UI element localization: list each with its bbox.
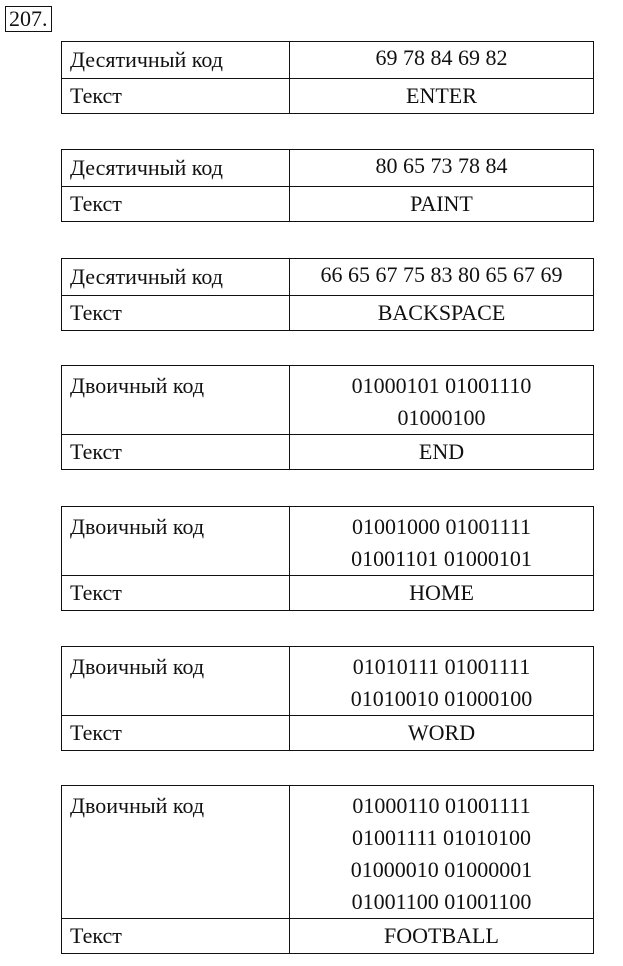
code-value	[290, 647, 594, 716]
code-label: Десятичный код	[62, 150, 290, 187]
code-line: 01000100	[397, 405, 486, 430]
text-label: Текст	[62, 576, 290, 611]
text-label: Текст	[62, 919, 290, 954]
code-line: 66 65 67 75 83 80 65 67 69	[320, 262, 563, 287]
text-value: END	[290, 435, 594, 470]
code-value	[290, 259, 594, 296]
code-line: 01010010 01000100	[350, 686, 533, 711]
text-label: Текст	[62, 716, 290, 751]
code-value	[290, 366, 594, 435]
text-value: PAINT	[290, 187, 594, 222]
text-label: Текст	[62, 296, 290, 331]
code-value	[290, 786, 594, 919]
code-value	[290, 507, 594, 576]
code-table-enter	[61, 41, 594, 114]
code-label: Двоичный код	[62, 786, 290, 919]
code-line: 01010111 01001111	[352, 654, 531, 679]
code-table-end	[61, 365, 594, 470]
code-table-football	[61, 785, 594, 954]
code-line: 01000110 01001111	[352, 793, 531, 818]
text-label: Текст	[62, 79, 290, 114]
code-line: 69 78 84 69 82	[375, 45, 508, 70]
code-value	[290, 42, 594, 79]
code-line: 80 65 73 78 84	[375, 153, 508, 178]
text-value: ENTER	[290, 79, 594, 114]
text-value: FOOTBALL	[290, 919, 594, 954]
code-label: Двоичный код	[62, 366, 290, 435]
text-value: BACKSPACE	[290, 296, 594, 331]
code-label: Десятичный код	[62, 259, 290, 296]
code-line: 01000101 01001110	[351, 373, 532, 398]
code-table-paint	[61, 149, 594, 222]
code-line: 01001100 01001100	[351, 889, 532, 914]
code-line: 01001111 01010100	[351, 825, 532, 850]
code-line: 01001000 01001111	[351, 514, 532, 539]
text-label: Текст	[62, 187, 290, 222]
code-label: Двоичный код	[62, 647, 290, 716]
code-table-word	[61, 646, 594, 751]
code-line: 01000010 01000001	[350, 857, 533, 882]
text-value: HOME	[290, 576, 594, 611]
code-value	[290, 150, 594, 187]
problem-number: 207.	[5, 6, 52, 32]
code-table-backspace	[61, 258, 594, 331]
text-value: WORD	[290, 716, 594, 751]
code-label: Двоичный код	[62, 507, 290, 576]
code-label: Десятичный код	[62, 42, 290, 79]
code-table-home	[61, 506, 594, 611]
code-line: 01001101 01000101	[351, 546, 532, 571]
text-label: Текст	[62, 435, 290, 470]
